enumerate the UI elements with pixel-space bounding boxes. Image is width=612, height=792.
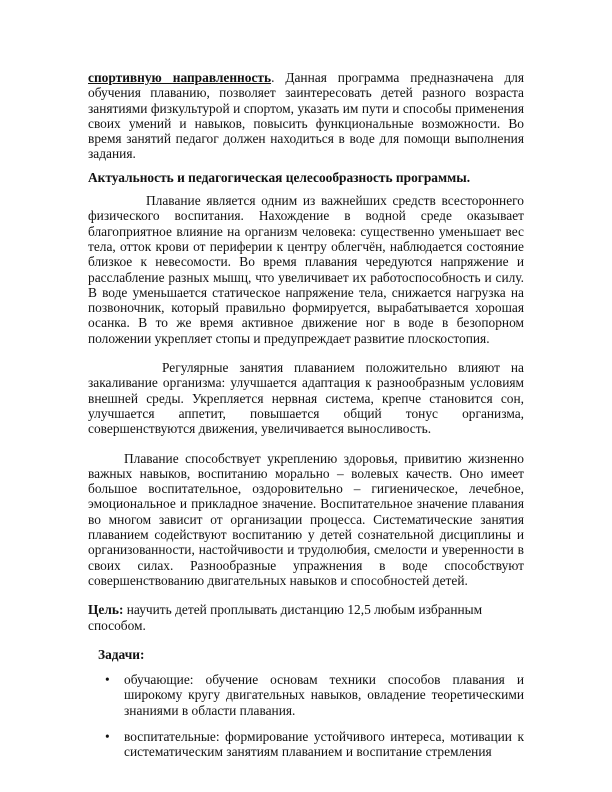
list-item [88,729,524,760]
tasks-list [88,672,524,759]
paragraph-swimming-benefits: Плавание является одним из важнейших средств всестороннего физического воспитания. Нахождение в водной среде оказывает благоприятное влияние на организм человека: существенно уменьшает вес тела, отток крови от периферии к центру облегчён, наблюдается состояние близкое к невесомости. Во время плавания чередуются напряжение и расслабление разных мышц, что увеличивает их работоспособность и силу. В воде уменьшается статическое напряжение тела, снижается нагрузка на позвоночник, который правильно формируется, вырабатывается хорошая осанка. В то же время активное движение ног в воде в безопорном положении укрепляет стопы и предупреждает развитие плоскостопия. [88,193,524,346]
task-text: воспитательные: формирование устойчивого интереса, мотивации к систематическим занятиям плаванием и воспитание стремления [124,728,524,760]
intro-lead-bold: спортивную направленность [88,70,272,85]
goal-paragraph [88,602,524,633]
goal-text: научить детей проплывать дистанцию 12,5 любым избранным способом. [88,602,483,633]
bullet-icon: • [105,728,110,744]
intro-paragraph [88,70,524,162]
paragraph-hardening: Регулярные занятия плаванием положительно влияют на закаливание организма: улучшается адаптация к разнообразным условиям внешней среды. Укрепляется нервная система, крепче становится сон, улучшается аппетит, повышается общий тонус организма, совершенствуются движения, увеличивается выносливость. [88,360,524,437]
bullet-icon: • [105,672,110,688]
intro-text: . Данная программа предназначена для обучения плаванию, позволяет заинтересовать детей разного возраста занятиями физкультурой и спортом, указать им пути и способы применения своих умений и навыков, повысить функциональные возможности. Во время занятий педагог должен находиться в воде для помощи выполнения задания. [88,70,524,162]
task-text: обучающие: обучение основам техники способов плавания и широкому кругу двигательных навыков, овладение теоретическими знаниями в области плавания. [124,672,524,718]
section-heading: Актуальность и педагогическая целесообразность программы. [88,169,471,185]
paragraph-education: Плавание способствует укреплению здоровья, привитию жизненно важных навыков, воспитанию морально – волевых качеств. Оно имеет большое воспитательное, оздоровительно – гигиеническое, лечебное, эмоциональное и прикладное значение. Воспитательное значение плавания во многом зависит от организации процесса. Систематические занятия плаванием содействуют воспитанию у детей сознательной дисциплины и организованности, настойчивости и трудолюбия, смелости и уверенности в своих силах. Разнообразные упражнения в воде способствуют совершенствованию двигательных навыков и способностей детей. [88,450,524,588]
goal-label: Цель: [88,602,124,618]
list-item [88,672,524,718]
document-page [88,70,524,771]
tasks-title: Задачи: [98,646,145,662]
